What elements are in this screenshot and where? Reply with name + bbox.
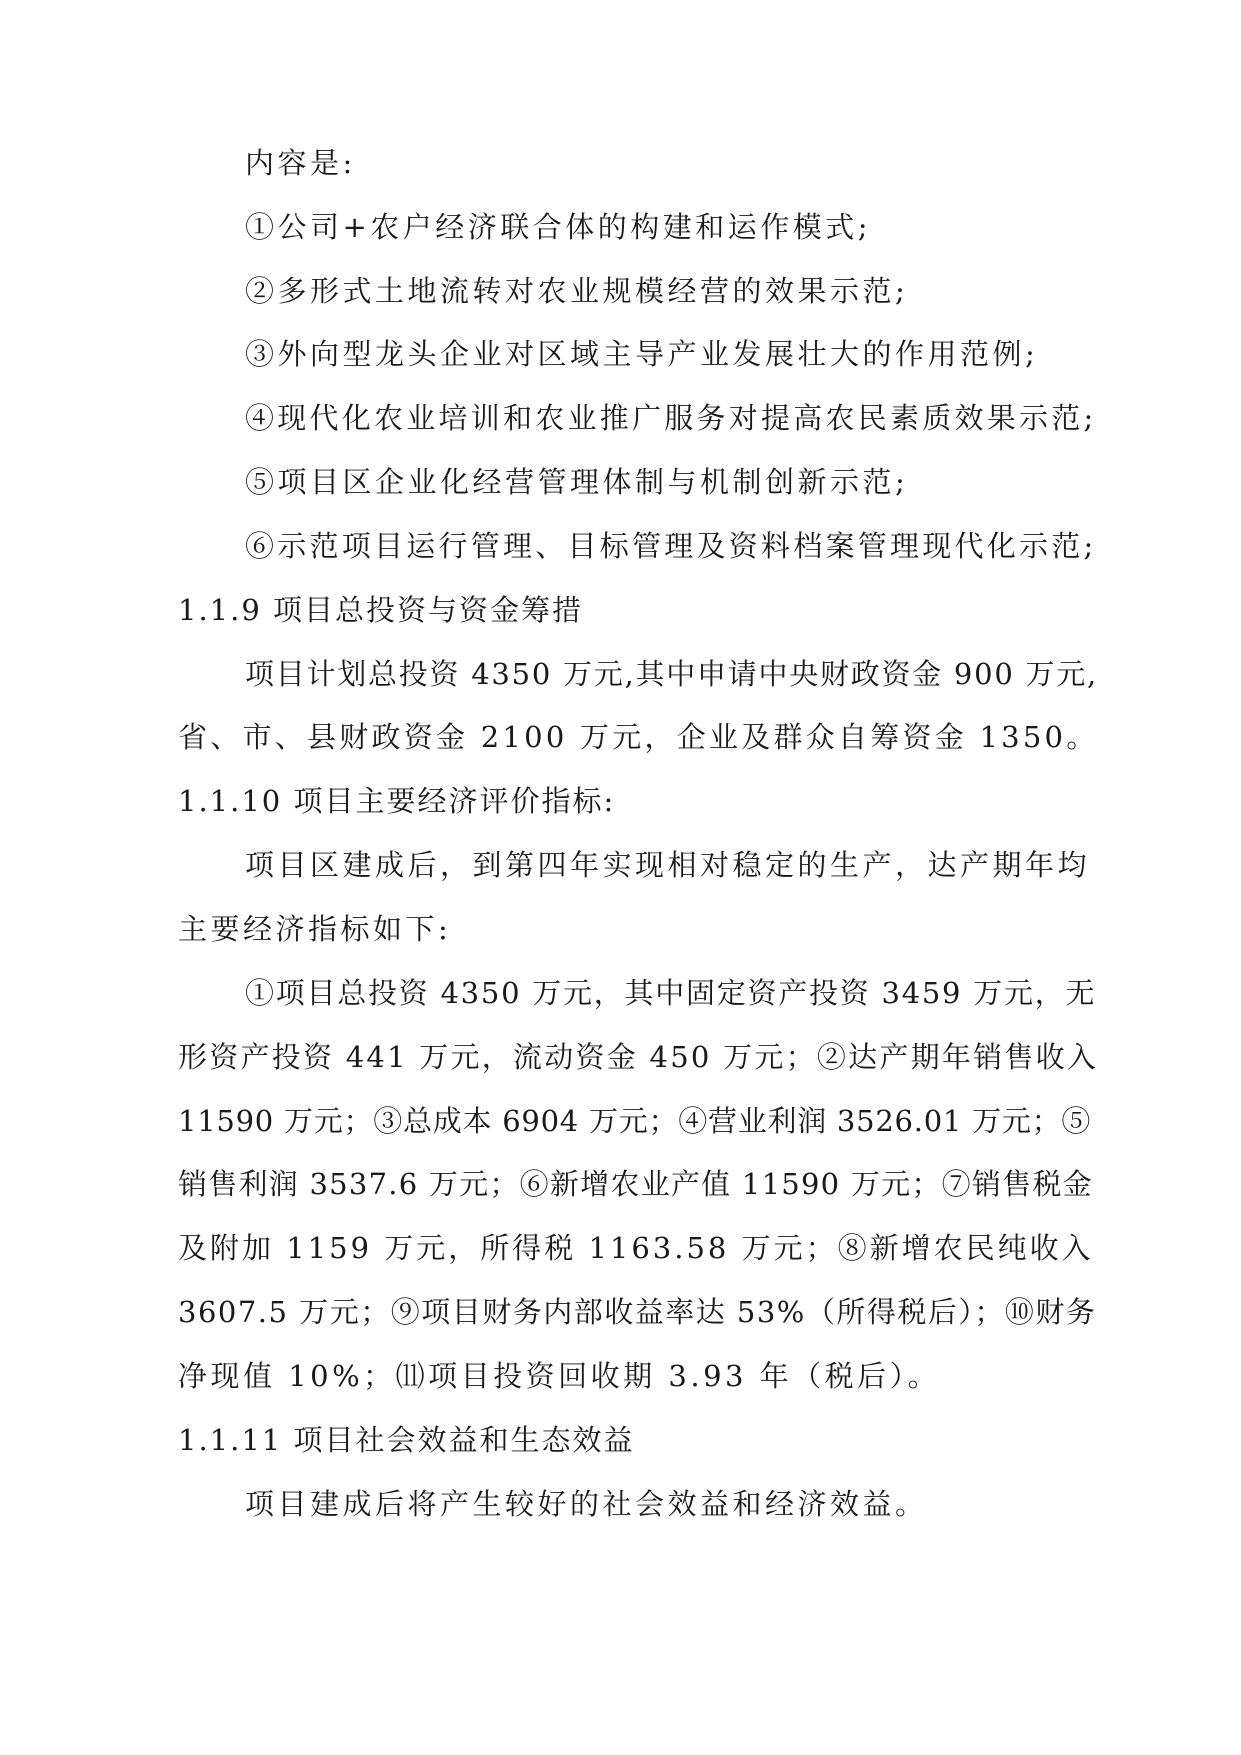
section-heading: 1.1.10 项目主要经济评价指标: — [178, 784, 616, 818]
paragraph-line: 内容是: — [245, 146, 356, 180]
paragraph-line: 净现值 10%；⑾项目投资回收期 3.93 年（税后）。 — [178, 1359, 941, 1393]
list-item: ⑥示范项目运行管理、目标管理及资料档案管理现代化示范; — [245, 529, 1097, 563]
paragraph-line: 形资产投资 441 万元，流动资金 450 万元；②达产期年销售收入 — [178, 1040, 1099, 1074]
paragraph-line: 11590 万元；③总成本 6904 万元；④营业利润 3526.01 万元；⑤ — [178, 1104, 1092, 1138]
section-heading: 1.1.9 项目总投资与资金筹措 — [178, 593, 584, 627]
paragraph-line: 3607.5 万元；⑨项目财务内部收益率达 53%（所得税后）；⑩财务 — [178, 1295, 1097, 1329]
list-item: ①公司+农户经济联合体的构建和运作模式; — [245, 210, 872, 244]
section-heading: 1.1.11 项目社会效益和生态效益 — [178, 1423, 635, 1457]
paragraph-line: 主要经济指标如下: — [178, 912, 452, 946]
paragraph-line: 项目建成后将产生较好的社会效益和经济效益。 — [245, 1487, 928, 1521]
paragraph-line: 销售利润 3537.6 万元；⑥新增农业产值 11590 万元；⑦销售税金 — [178, 1167, 1093, 1201]
list-item: ②多形式土地流转对农业规模经营的效果示范; — [245, 274, 909, 308]
paragraph-line: 省、市、县财政资金 2100 万元，企业及群众自筹资金 1350。 — [178, 720, 1099, 754]
paragraph-line: ①项目总投资 4350 万元，其中固定资产投资 3459 万元，无 — [245, 976, 1097, 1010]
list-item: ③外向型龙头企业对区域主导产业发展壮大的作用范例; — [245, 337, 1039, 371]
paragraph-line: 项目计划总投资 4350 万元,其中申请中央财政资金 900 万元, — [245, 657, 1098, 691]
list-item: ⑤项目区企业化经营管理体制与机制创新示范; — [245, 465, 909, 499]
paragraph-line: 项目区建成后，到第四年实现相对稳定的生产，达产期年均 — [245, 848, 1091, 882]
list-item: ④现代化农业培训和农业推广服务对提高农民素质效果示范; — [245, 401, 1097, 435]
paragraph-line: 及附加 1159 万元，所得税 1163.58 万元；⑧新增农民纯收入 — [178, 1231, 1094, 1265]
